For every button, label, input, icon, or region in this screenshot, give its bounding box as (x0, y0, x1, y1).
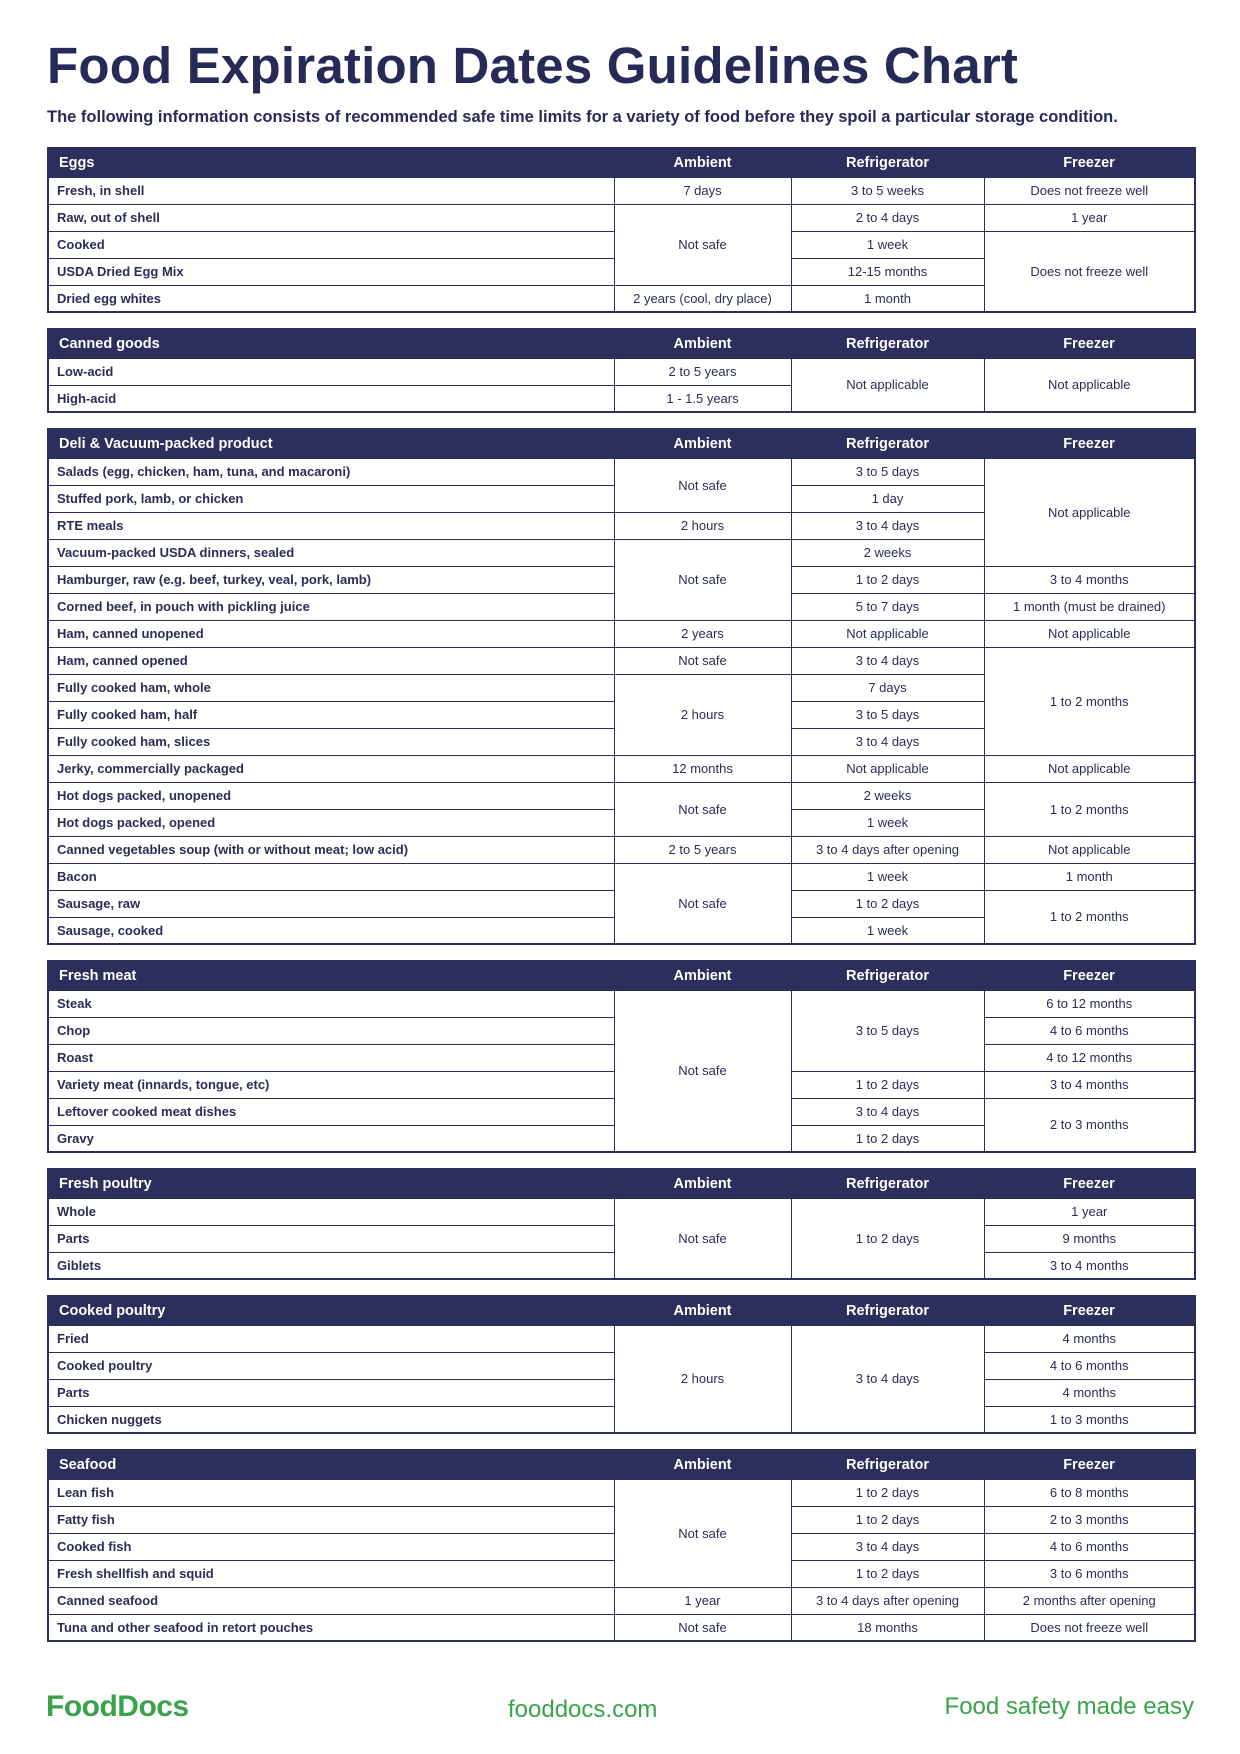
column-header: Freezer (984, 961, 1195, 990)
storage-time-cell: 3 to 4 days (791, 728, 984, 755)
section-table (47, 960, 1196, 1153)
storage-time-cell: 1 year (984, 204, 1195, 231)
table-row (48, 863, 1195, 890)
storage-time-cell: Not applicable (984, 358, 1195, 412)
storage-time-cell: 6 to 8 months (984, 1479, 1195, 1506)
storage-time-cell: Does not freeze well (984, 177, 1195, 204)
table-row (48, 620, 1195, 647)
food-item-cell: Fully cooked ham, slices (48, 728, 614, 755)
section-header-row (48, 961, 1195, 990)
storage-time-cell: 3 to 4 days after opening (791, 1587, 984, 1614)
table-row (48, 1198, 1195, 1225)
column-header: Refrigerator (791, 329, 984, 358)
section-header-row (48, 1450, 1195, 1479)
storage-time-cell: 2 months after opening (984, 1587, 1195, 1614)
section-table (47, 147, 1196, 313)
column-header: Freezer (984, 429, 1195, 458)
table-row (48, 358, 1195, 385)
storage-time-cell: 1 to 2 days (791, 1071, 984, 1098)
storage-time-cell: 1 to 2 days (791, 566, 984, 593)
food-item-cell: Bacon (48, 863, 614, 890)
food-item-cell: Fully cooked ham, whole (48, 674, 614, 701)
column-header: Refrigerator (791, 148, 984, 177)
food-item-cell: Fresh, in shell (48, 177, 614, 204)
storage-time-cell: 3 to 5 days (791, 701, 984, 728)
storage-time-cell: 6 to 12 months (984, 990, 1195, 1017)
storage-time-cell: 3 to 5 weeks (791, 177, 984, 204)
storage-time-cell: Not safe (614, 863, 791, 944)
food-item-cell: USDA Dried Egg Mix (48, 258, 614, 285)
food-item-cell: Canned vegetables soup (with or without meat; low acid) (48, 836, 614, 863)
storage-time-cell: 1 week (791, 917, 984, 944)
food-item-cell: Stuffed pork, lamb, or chicken (48, 485, 614, 512)
storage-time-cell: Not safe (614, 782, 791, 836)
storage-time-cell: Not safe (614, 1198, 791, 1279)
storage-time-cell: 1 to 2 days (791, 1506, 984, 1533)
storage-time-cell: 18 months (791, 1614, 984, 1641)
food-item-cell: Salads (egg, chicken, ham, tuna, and macaroni) (48, 458, 614, 485)
storage-time-cell: 1 month (must be drained) (984, 593, 1195, 620)
storage-time-cell: Not applicable (791, 620, 984, 647)
storage-time-cell: 4 to 6 months (984, 1533, 1195, 1560)
column-header: Ambient (614, 1169, 791, 1198)
storage-time-cell: Not safe (614, 458, 791, 512)
page-subtitle: The following information consists of recommended safe time limits for a variety of food before they spoil a particular storage condition. (47, 108, 1118, 126)
storage-time-cell: 3 to 4 days (791, 1533, 984, 1560)
storage-time-cell: 1 to 2 months (984, 890, 1195, 944)
section-title: Fresh meat (48, 961, 614, 990)
storage-time-cell: 12-15 months (791, 258, 984, 285)
storage-time-cell: 12 months (614, 755, 791, 782)
footer-tagline: Food safety made easy (944, 1693, 1194, 1720)
storage-time-cell: 9 months (984, 1225, 1195, 1252)
storage-time-cell: 1 to 3 months (984, 1406, 1195, 1433)
storage-time-cell: 3 to 4 months (984, 566, 1195, 593)
food-item-cell: Steak (48, 990, 614, 1017)
section-table (47, 1295, 1196, 1434)
table-row (48, 1325, 1195, 1352)
storage-time-cell: 2 hours (614, 1325, 791, 1433)
storage-time-cell: Not safe (614, 1479, 791, 1587)
food-item-cell: Chop (48, 1017, 614, 1044)
food-item-cell: Fully cooked ham, half (48, 701, 614, 728)
food-item-cell: Corned beef, in pouch with pickling juice (48, 593, 614, 620)
storage-time-cell: 2 years (614, 620, 791, 647)
storage-time-cell: 1 to 2 days (791, 890, 984, 917)
food-item-cell: Parts (48, 1225, 614, 1252)
storage-time-cell: 7 days (614, 177, 791, 204)
storage-time-cell: 3 to 4 days after opening (791, 836, 984, 863)
storage-time-cell: 1 to 2 days (791, 1198, 984, 1279)
storage-time-cell: Not safe (614, 204, 791, 285)
table-row (48, 177, 1195, 204)
storage-time-cell: 1 week (791, 231, 984, 258)
section-title: Fresh poultry (48, 1169, 614, 1198)
storage-time-cell: 3 to 4 months (984, 1252, 1195, 1279)
storage-time-cell: 3 to 5 days (791, 458, 984, 485)
storage-time-cell: Not applicable (791, 755, 984, 782)
table-row (48, 1479, 1195, 1506)
food-item-cell: Sausage, raw (48, 890, 614, 917)
column-header: Freezer (984, 1450, 1195, 1479)
storage-time-cell: 2 to 5 years (614, 836, 791, 863)
food-item-cell: Ham, canned unopened (48, 620, 614, 647)
food-item-cell: Leftover cooked meat dishes (48, 1098, 614, 1125)
food-item-cell: Tuna and other seafood in retort pouches (48, 1614, 614, 1641)
table-row (48, 1614, 1195, 1641)
storage-time-cell: 1 week (791, 863, 984, 890)
column-header: Ambient (614, 961, 791, 990)
section-header-row (48, 1296, 1195, 1325)
column-header: Ambient (614, 429, 791, 458)
storage-time-cell: 1 - 1.5 years (614, 385, 791, 412)
storage-time-cell: 4 to 6 months (984, 1017, 1195, 1044)
column-header: Freezer (984, 1169, 1195, 1198)
footer-url-link[interactable]: fooddocs.com (508, 1696, 658, 1723)
page-title: Food Expiration Dates Guidelines Chart (47, 37, 1019, 94)
table-row (48, 836, 1195, 863)
storage-time-cell: 2 hours (614, 512, 791, 539)
food-item-cell: Canned seafood (48, 1587, 614, 1614)
storage-time-cell: 2 to 4 days (791, 204, 984, 231)
storage-time-cell: 4 months (984, 1325, 1195, 1352)
food-item-cell: Cooked (48, 231, 614, 258)
column-header: Refrigerator (791, 1296, 984, 1325)
food-item-cell: Low-acid (48, 358, 614, 385)
table-row (48, 1587, 1195, 1614)
storage-time-cell: 3 to 4 days (791, 512, 984, 539)
column-header: Ambient (614, 329, 791, 358)
food-item-cell: Chicken nuggets (48, 1406, 614, 1433)
storage-time-cell: Not safe (614, 1614, 791, 1641)
table-row (48, 990, 1195, 1017)
storage-time-cell: 1 year (984, 1198, 1195, 1225)
storage-time-cell: 4 to 12 months (984, 1044, 1195, 1071)
table-row (48, 204, 1195, 231)
storage-time-cell: Not applicable (984, 836, 1195, 863)
food-item-cell: Gravy (48, 1125, 614, 1152)
storage-time-cell: Does not freeze well (984, 231, 1195, 312)
food-item-cell: Jerky, commercially packaged (48, 755, 614, 782)
tables-container (47, 147, 1194, 1657)
table-row (48, 755, 1195, 782)
food-item-cell: Sausage, cooked (48, 917, 614, 944)
column-header: Refrigerator (791, 429, 984, 458)
storage-time-cell: 3 to 5 days (791, 990, 984, 1071)
storage-time-cell: 1 month (984, 863, 1195, 890)
storage-time-cell: 5 to 7 days (791, 593, 984, 620)
storage-time-cell: 4 to 6 months (984, 1352, 1195, 1379)
food-item-cell: Cooked poultry (48, 1352, 614, 1379)
food-item-cell: Lean fish (48, 1479, 614, 1506)
storage-time-cell: 7 days (791, 674, 984, 701)
food-item-cell: Fatty fish (48, 1506, 614, 1533)
food-item-cell: Raw, out of shell (48, 204, 614, 231)
storage-time-cell: 1 day (791, 485, 984, 512)
storage-time-cell: 3 to 4 days (791, 647, 984, 674)
section-title: Deli & Vacuum-packed product (48, 429, 614, 458)
storage-time-cell: Not safe (614, 990, 791, 1152)
section-header-row (48, 148, 1195, 177)
column-header: Refrigerator (791, 1450, 984, 1479)
food-item-cell: Vacuum-packed USDA dinners, sealed (48, 539, 614, 566)
column-header: Ambient (614, 148, 791, 177)
storage-time-cell: Not safe (614, 647, 791, 674)
section-header-row (48, 329, 1195, 358)
food-item-cell: Hot dogs packed, unopened (48, 782, 614, 809)
column-header: Refrigerator (791, 961, 984, 990)
column-header: Refrigerator (791, 1169, 984, 1198)
column-header: Freezer (984, 1296, 1195, 1325)
food-item-cell: Hamburger, raw (e.g. beef, turkey, veal, pork, lamb) (48, 566, 614, 593)
section-title: Eggs (48, 148, 614, 177)
fooddocs-logo: FoodDocs (46, 1690, 189, 1723)
section-header-row (48, 1169, 1195, 1198)
storage-time-cell: 1 week (791, 809, 984, 836)
food-item-cell: Roast (48, 1044, 614, 1071)
column-header: Ambient (614, 1450, 791, 1479)
storage-time-cell: Not applicable (984, 458, 1195, 566)
storage-time-cell: 3 to 4 months (984, 1071, 1195, 1098)
food-item-cell: Fried (48, 1325, 614, 1352)
storage-time-cell: 1 to 2 days (791, 1125, 984, 1152)
storage-time-cell: 2 years (cool, dry place) (614, 285, 791, 312)
food-item-cell: Fresh shellfish and squid (48, 1560, 614, 1587)
storage-time-cell: 3 to 6 months (984, 1560, 1195, 1587)
storage-time-cell: 1 month (791, 285, 984, 312)
food-item-cell: Giblets (48, 1252, 614, 1279)
section-table (47, 1168, 1196, 1280)
food-item-cell: Ham, canned opened (48, 647, 614, 674)
storage-time-cell: 4 months (984, 1379, 1195, 1406)
storage-time-cell: Not safe (614, 539, 791, 620)
storage-time-cell: 2 to 5 years (614, 358, 791, 385)
storage-time-cell: Not applicable (791, 358, 984, 412)
food-item-cell: Dried egg whites (48, 285, 614, 312)
section-title: Canned goods (48, 329, 614, 358)
column-header: Ambient (614, 1296, 791, 1325)
food-item-cell: Cooked fish (48, 1533, 614, 1560)
storage-time-cell: Does not freeze well (984, 1614, 1195, 1641)
table-row (48, 458, 1195, 485)
storage-time-cell: 1 to 2 months (984, 647, 1195, 755)
section-table (47, 1449, 1196, 1642)
storage-time-cell: 2 weeks (791, 539, 984, 566)
storage-time-cell: 1 to 2 months (984, 782, 1195, 836)
food-item-cell: RTE meals (48, 512, 614, 539)
storage-time-cell: 1 year (614, 1587, 791, 1614)
storage-time-cell: 2 weeks (791, 782, 984, 809)
food-item-cell: Parts (48, 1379, 614, 1406)
section-table (47, 428, 1196, 945)
storage-time-cell: 1 to 2 days (791, 1560, 984, 1587)
section-title: Cooked poultry (48, 1296, 614, 1325)
storage-time-cell: 2 to 3 months (984, 1098, 1195, 1152)
storage-time-cell: Not applicable (984, 620, 1195, 647)
food-item-cell: High-acid (48, 385, 614, 412)
table-row (48, 782, 1195, 809)
storage-time-cell: 3 to 4 days (791, 1098, 984, 1125)
table-row (48, 647, 1195, 674)
food-item-cell: Hot dogs packed, opened (48, 809, 614, 836)
section-table (47, 328, 1196, 413)
storage-time-cell: 1 to 2 days (791, 1479, 984, 1506)
section-title: Seafood (48, 1450, 614, 1479)
column-header: Freezer (984, 329, 1195, 358)
storage-time-cell: 3 to 4 days (791, 1325, 984, 1433)
storage-time-cell: Not applicable (984, 755, 1195, 782)
storage-time-cell: 2 hours (614, 674, 791, 755)
food-item-cell: Whole (48, 1198, 614, 1225)
section-header-row (48, 429, 1195, 458)
food-item-cell: Variety meat (innards, tongue, etc) (48, 1071, 614, 1098)
column-header: Freezer (984, 148, 1195, 177)
storage-time-cell: 2 to 3 months (984, 1506, 1195, 1533)
